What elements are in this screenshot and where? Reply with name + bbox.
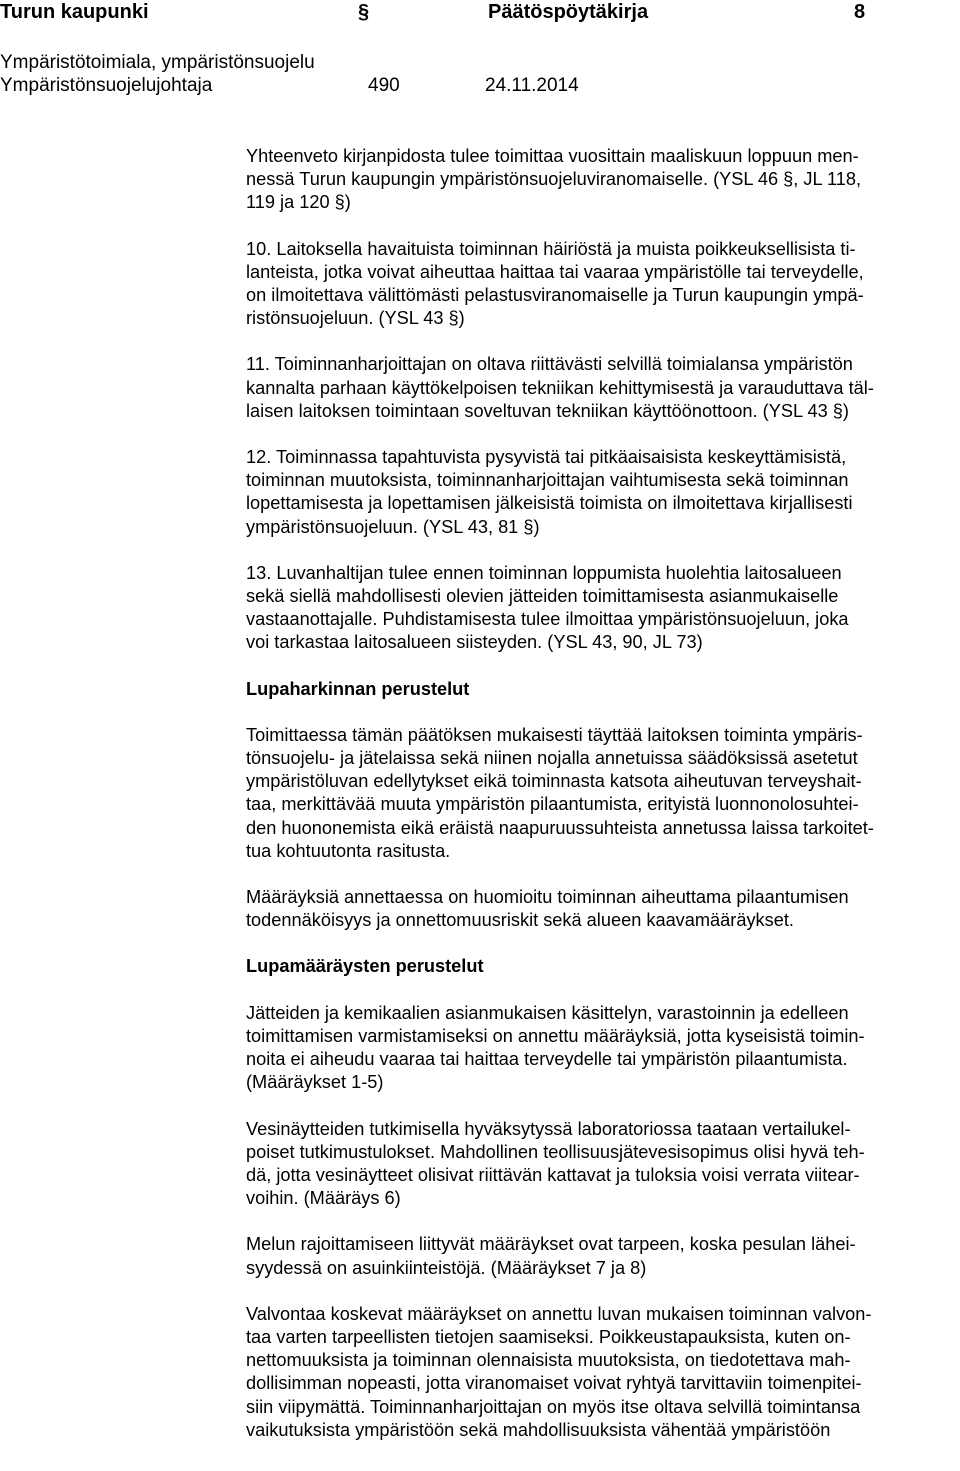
document-body	[246, 145, 958, 1442]
text-line: nettomuuksista ja toiminnan olennaisista muutoksista, on tiedotettava mah-	[246, 1350, 851, 1371]
text-line: 10. Laitoksella havaituista toiminnan häiriöstä ja muista poikkeuksellisista ti-	[246, 238, 856, 259]
paragraph-summary	[246, 145, 958, 215]
text-line: Valvontaa koskevat määräykset on annettu luvan mukaisen toiminnan valvon-	[246, 1303, 872, 1324]
text-line: 119 ja 120 §)	[246, 192, 351, 213]
paragraph-item-13	[246, 562, 958, 655]
text-line: taa, merkittävää muuta ympäristön pilaantumista, erityistä luonnonolosuhtei-	[246, 794, 859, 815]
text-line: Toimittaessa tämän päätöksen mukaisesti täyttää laitoksen toiminta ympäris-	[246, 724, 863, 745]
text-line: lopettamisesta ja lopettamisen jälkeisistä toimista on ilmoitettava kirjallisesti	[246, 493, 853, 514]
paragraph-item-11	[246, 353, 958, 423]
text-line: den huononemista eikä eräistä naapuruussuhteista annetussa laissa tarkoitet-	[246, 817, 874, 838]
text-line: siin viipymättä. Toiminnanharjoittajan on myös itse oltava selvillä toimintansa	[246, 1396, 861, 1417]
text-line: nessä Turun kaupungin ympäristönsuojeluviranomaiselle. (YSL 46 §, JL 118,	[246, 169, 862, 190]
text-line: todennäköisyys ja onnettomuusriskit sekä alueen kaavamääräykset.	[246, 910, 794, 931]
text-line: laisen laitoksen toimintaan soveltuvan tekniikan käyttöönottoon. (YSL 43 §)	[246, 400, 849, 421]
text-line: taa varten tarpeellisten tietojen saamiseksi. Poikkeustapauksista, kuten on-	[246, 1326, 851, 1347]
text-line: ristönsuojeluun. (YSL 43 §)	[246, 308, 465, 329]
text-line: toiminnan muutoksista, toiminnanharjoittajan vaihtumisesta sekä toiminnan	[246, 470, 849, 491]
text-line: 13. Luvanhaltijan tulee ennen toiminnan loppumista huolehtia laitosalueen	[246, 562, 842, 583]
text-line: kannalta parhaan käyttökelpoisen tekniikan kehittymisestä ja varauduttava täl-	[246, 377, 874, 398]
paragraph-perustelut-1	[246, 724, 958, 863]
text-line: Yhteenveto kirjanpidosta tulee toimittaa vuosittain maaliskuun loppuun men-	[246, 146, 859, 166]
text-line: Määräyksiä annettaessa on huomioitu toiminnan aiheuttama pilaantumisen	[246, 887, 849, 908]
paragraph-maaraykset-2	[246, 1118, 958, 1211]
text-line: Vesinäytteiden tutkimisella hyväksytyssä laboratoriossa taataan vertailukel-	[246, 1118, 851, 1139]
decision-maker-role: Ympäristönsuojelujohtaja	[0, 75, 213, 96]
department-name: Ympäristötoimiala, ympäristönsuojelu	[0, 52, 315, 73]
paragraph-maaraykset-4	[246, 1303, 958, 1442]
text-line: noita ei aiheudu vaaraa tai haittaa terveydelle tai ympäristön pilaantumista.	[246, 1049, 848, 1070]
text-line: dä, jotta vesinäytteet olisivat riittävän kattavat ja tuloksia voisi verrata viitear-	[246, 1164, 860, 1185]
text-line: vaikutuksista ympäristöön sekä mahdollisuuksista vähentää ympäristöön	[246, 1419, 831, 1440]
text-line: poiset tutkimustulokset. Mahdollinen teollisuusjätevesisopimus olisi hyvä teh-	[246, 1141, 865, 1162]
text-line: Melun rajoittamiseen liittyvät määräykset ovat tarpeen, koska pesulan lähei-	[246, 1234, 856, 1255]
text-line: vastaanottajalle. Puhdistamisesta tulee ilmoittaa ympäristönsuojeluun, joka	[246, 609, 849, 630]
text-line: tönsuojelu- ja jätelaissa sekä niinen nojalla annetuissa säädöksissä asetetut	[246, 748, 858, 769]
paragraph-perustelut-2	[246, 886, 958, 932]
text-line: lanteista, jotka voivat aiheuttaa haittaa tai vaaraa ympäristölle tai terveydelle,	[246, 261, 864, 282]
text-line: on ilmoitettava välittömästi pelastusviranomaiselle ja Turun kaupungin ympä-	[246, 285, 864, 306]
text-line: voihin. (Määräys 6)	[246, 1188, 401, 1209]
text-line: dollisimman nopeasti, jotta viranomaiset voivat ryhtyä tarvittaviin toimenpitei-	[246, 1373, 862, 1394]
text-line: 11. Toiminnanharjoittajan on oltava riittävästi selvillä toimialansa ympäristön	[246, 354, 853, 375]
text-line: (Määräykset 1-5)	[246, 1072, 384, 1093]
text-line: Jätteiden ja kemikaalien asianmukaisen käsittelyn, varastoinnin ja edelleen	[246, 1002, 849, 1023]
section-heading-lupamaaraykset: Lupamääräysten perustelut	[246, 956, 484, 977]
text-line: sekä siellä mahdollisesti olevien jätteiden toimittamisesta asianmukaiselle	[246, 586, 839, 607]
text-line: 12. Toiminnassa tapahtuvista pysyvistä tai pitkäaisaisista keskeyttämisistä,	[246, 447, 847, 468]
text-line: tua kohtuutonta rasitusta.	[246, 840, 451, 861]
paragraph-item-12	[246, 446, 958, 539]
organization-name: Turun kaupunki	[0, 1, 149, 23]
paragraph-maaraykset-3	[246, 1233, 958, 1279]
text-line: syydessä on asuinkiinteistöjä. (Määräykset 7 ja 8)	[246, 1257, 647, 1278]
text-line: toimittamisen varmistamiseksi on annettu määräyksiä, jotta kyseisistä toimin-	[246, 1025, 865, 1046]
section-heading-lupaharkinta: Lupaharkinnan perustelut	[246, 678, 470, 699]
paragraph-item-10	[246, 238, 958, 331]
section-sign-icon: §	[358, 1, 370, 23]
document-type: Päätöspöytäkirja	[488, 1, 649, 23]
page-number: 8	[854, 1, 866, 23]
text-line: ympäristöluvan edellytykset eikä toiminnasta katsota aiheutuvan terveyshait-	[246, 771, 862, 792]
decision-number: 490	[368, 75, 400, 96]
decision-date: 24.11.2014	[485, 75, 579, 96]
text-line: voi tarkastaa laitosalueen siisteyden. (YSL 43, 90, JL 73)	[246, 632, 703, 653]
paragraph-maaraykset-1	[246, 1002, 958, 1095]
text-line: ympäristönsuojeluun. (YSL 43, 81 §)	[246, 516, 540, 537]
